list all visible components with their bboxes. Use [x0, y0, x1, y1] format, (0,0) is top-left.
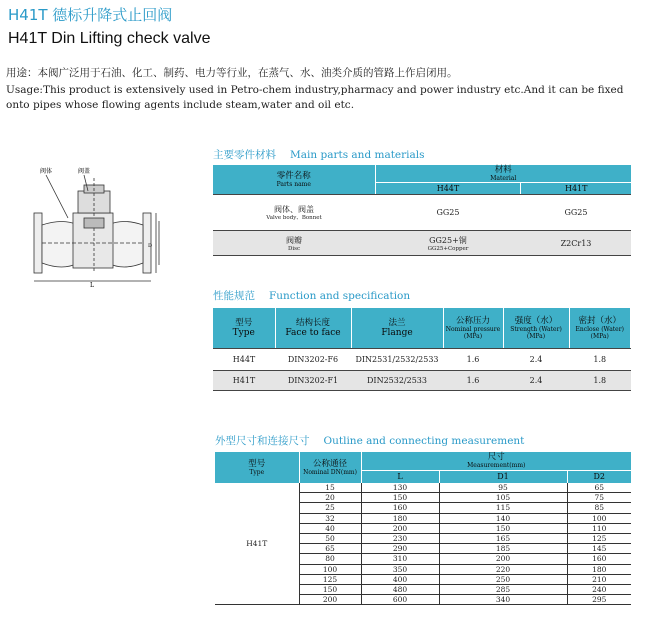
dims-cell: 130: [361, 483, 439, 493]
dims-cell: 220: [439, 564, 567, 574]
dims-cell: 200: [361, 523, 439, 533]
dims-cell: 50: [299, 534, 361, 544]
dims-header-measurement: 尺寸 Measurement(mm): [361, 452, 631, 470]
spec-cell: 2.4: [503, 348, 569, 370]
parts-row-h41t: GG25: [521, 195, 631, 231]
label-bonnet: 阀盖: [78, 168, 91, 175]
parts-row-h44t: GG25+铜 GG25+Copper: [375, 231, 521, 256]
spec-header-strength: 强度（水） Strength (Water) (MPa): [503, 308, 569, 348]
spec-cell: 1.6: [443, 370, 503, 390]
dims-cell: 145: [567, 544, 631, 554]
spec-title-cn: 性能规范: [213, 290, 255, 302]
dims-cell: 100: [299, 564, 361, 574]
spec-title-en: Function and specification: [269, 290, 411, 302]
dims-cell: 230: [361, 534, 439, 544]
dims-title-cn: 外型尺寸和连接尺寸: [215, 435, 310, 447]
spec-cell: DIN3202-F1: [275, 370, 351, 390]
dims-cell: 115: [439, 503, 567, 513]
dims-cell: 150: [361, 493, 439, 503]
spec-header-enclose: 密封（水） Enclose (Water) (MPa): [569, 308, 631, 348]
spec-cell: H41T: [213, 370, 275, 390]
spec-header-flange: 法兰 Flange: [351, 308, 443, 348]
parts-name-header: 零件名称 Parts name: [213, 165, 375, 195]
dims-cell: 250: [439, 574, 567, 584]
dims-cell: 185: [439, 544, 567, 554]
dims-cell: 350: [361, 564, 439, 574]
dims-cell: 110: [567, 523, 631, 533]
dims-cell: 200: [299, 595, 361, 605]
dims-col-d1: D1: [439, 470, 567, 483]
dims-cell: 65: [567, 483, 631, 493]
spec-cell: 1.8: [569, 370, 631, 390]
page-title-en: H41T Din Lifting check valve: [8, 30, 211, 47]
parts-material-header: 材料 Material: [375, 165, 631, 183]
usage-en: Usage:This product is extensively used in Petro-chem industry,pharmacy and power industry etc.And it can be fixed onto pipes whose flowing agents include steam,water and oil etc.: [6, 84, 624, 111]
dims-table: [215, 452, 631, 605]
dims-cell: 340: [439, 595, 567, 605]
dims-cell: 105: [439, 493, 567, 503]
parts-section-title: [213, 147, 425, 162]
page-title-cn: H41T 德标升降式止回阀: [8, 6, 173, 24]
dims-cell: 75: [567, 493, 631, 503]
dims-cell: 180: [361, 513, 439, 523]
parts-row-name: 阀体、阀盖 Valve body、Bonnet: [213, 195, 375, 231]
dims-cell: 150: [299, 585, 361, 595]
dims-cell: 180: [567, 564, 631, 574]
dims-section-title: [215, 433, 524, 448]
dims-cell: 40: [299, 523, 361, 533]
parts-row-h44t: GG25: [375, 195, 521, 231]
dims-cell: 20: [299, 493, 361, 503]
valve-diagram: [18, 163, 163, 292]
dims-cell: 480: [361, 585, 439, 595]
parts-model-h41t: H41T: [521, 183, 631, 195]
dims-cell: 15: [299, 483, 361, 493]
dims-cell: 32: [299, 513, 361, 523]
dims-type-cell: H41T: [215, 483, 299, 605]
spec-cell: DIN2532/2533: [351, 370, 443, 390]
dims-cell: 140: [439, 513, 567, 523]
dims-cell: 200: [439, 554, 567, 564]
spec-header-pressure: 公称压力 Nominal pressure (MPa): [443, 308, 503, 348]
dims-cell: 285: [439, 585, 567, 595]
parts-row-h41t: Z2Cr13: [521, 231, 631, 256]
dims-header-dn: 公称通径 Nominal DN(mm): [299, 452, 361, 483]
dims-cell: 150: [439, 523, 567, 533]
dims-title-en: Outline and connecting measurement: [323, 435, 525, 447]
spec-cell: DIN3202-F6: [275, 348, 351, 370]
dims-cell: 100: [567, 513, 631, 523]
parts-title-en: Main parts and materials: [290, 149, 425, 161]
dims-cell: 295: [567, 595, 631, 605]
dims-col-d2: D2: [593, 472, 605, 482]
dims-cell: 160: [361, 503, 439, 513]
parts-model-h44t: H44T: [375, 183, 521, 195]
dims-row: [215, 483, 631, 493]
dims-cell: 80: [299, 554, 361, 564]
dims-cell: 210: [567, 574, 631, 584]
parts-row: [213, 231, 631, 256]
dims-cell: 125: [299, 574, 361, 584]
label-d: D: [148, 243, 153, 249]
dims-cell: 165: [439, 534, 567, 544]
dims-cell: 125: [567, 534, 631, 544]
dims-cell: 160: [567, 554, 631, 564]
spec-cell: H44T: [213, 348, 275, 370]
parts-table: [213, 165, 631, 256]
dims-col-l: L: [361, 470, 439, 483]
dims-cell: 400: [361, 574, 439, 584]
spec-section-title: [213, 288, 410, 303]
parts-row-name: 阀瓣 Disc: [213, 231, 375, 256]
dims-cell: 600: [361, 595, 439, 605]
dims-cell: 95: [439, 483, 567, 493]
dims-cell: 310: [361, 554, 439, 564]
dims-cell: 65: [299, 544, 361, 554]
dims-cell: 85: [567, 503, 631, 513]
spec-header-face: 结构长度 Face to face: [275, 308, 351, 348]
spec-cell: 1.6: [443, 348, 503, 370]
spec-cell: 1.8: [569, 348, 631, 370]
dims-header-type: 型号 Type: [215, 452, 299, 483]
dims-cell: 25: [299, 503, 361, 513]
spec-cell: 2.4: [503, 370, 569, 390]
spec-cell: DIN2531/2532/2533: [351, 348, 443, 370]
parts-row: [213, 195, 631, 231]
usage-cn: 用途：本阀广泛用于石油、化工、制药、电力等行业，在蒸气、水、油类介质的管路上作启闭用。: [6, 67, 458, 79]
label-body: 阀体: [40, 168, 53, 175]
spec-row: [213, 348, 631, 370]
dims-cell: 290: [361, 544, 439, 554]
dims-cell: 240: [567, 585, 631, 595]
spec-table: [213, 308, 631, 391]
parts-title-cn: 主要零件材料: [213, 149, 276, 161]
spec-header-type: 型号 Type: [213, 308, 275, 348]
spec-row: [213, 370, 631, 390]
label-l: L: [90, 282, 94, 288]
